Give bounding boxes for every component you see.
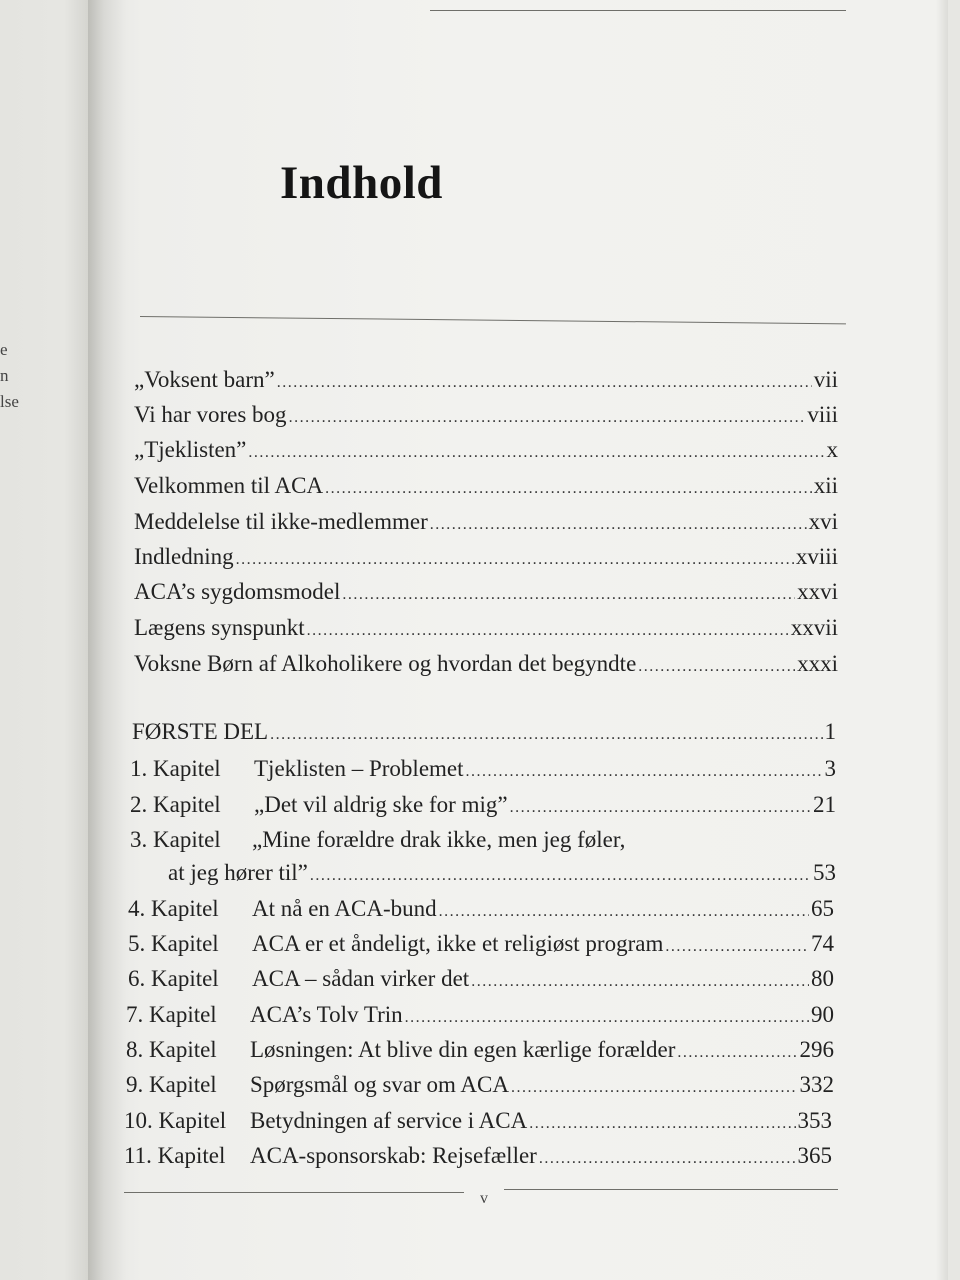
chapter-number: 3. Kapitel	[130, 827, 221, 852]
toc-chapter[interactable]	[130, 755, 836, 786]
toc-part-heading[interactable]	[132, 718, 836, 749]
chapter-title: Løsningen: At blive din egen kærlige forælder	[250, 1037, 676, 1062]
chapter-number: 2. Kapitel	[130, 792, 221, 817]
toc-chapter[interactable]	[126, 1071, 834, 1102]
toc-entry-page: x	[826, 437, 838, 462]
toc-chapter[interactable]	[128, 965, 834, 996]
facing-page-text-fragment: e	[0, 340, 8, 359]
chapter-number: 10. Kapitel	[124, 1108, 227, 1133]
facing-page	[0, 0, 92, 1280]
chapter-page: 90	[811, 1002, 834, 1027]
leader-dots	[270, 721, 822, 749]
toc-entry-label: Meddelelse til ikke-medlemmer	[134, 509, 428, 534]
chapter-page: 296	[799, 1037, 834, 1062]
chapter-number: 9. Kapitel	[126, 1072, 217, 1097]
toc-entry-page: xxvi	[797, 579, 838, 604]
toc-entry-label: Vi har vores bog	[134, 402, 287, 427]
toc-chapter[interactable]	[128, 895, 834, 926]
page-number: v	[480, 1190, 488, 1207]
leader-dots	[289, 404, 806, 432]
leader-dots	[248, 439, 824, 467]
leader-dots	[677, 1039, 797, 1067]
chapter-page: 21	[813, 792, 836, 817]
leader-dots	[529, 1110, 795, 1138]
toc-chapter[interactable]	[124, 1142, 832, 1173]
leader-dots	[310, 862, 811, 890]
leader-dots	[638, 653, 795, 681]
chapter-page: 332	[799, 1072, 834, 1097]
leader-dots	[665, 933, 809, 961]
toc-entry-label: „Tjeklisten”	[134, 437, 247, 462]
toc-entry-page: vii	[813, 367, 838, 392]
chapter-number: 1. Kapitel	[130, 756, 221, 781]
page-edge	[936, 0, 948, 1280]
facing-page-text-fragment: n	[0, 366, 9, 385]
toc-entry-label: Velkommen til ACA	[134, 473, 324, 498]
toc-entry-label: „Voksent barn”	[134, 367, 275, 392]
toc-entry-page: xxvii	[790, 615, 838, 640]
chapter-number: 7. Kapitel	[126, 1002, 217, 1027]
chapter-page: 65	[811, 896, 834, 921]
toc-entry-page: viii	[807, 402, 838, 427]
chapter-title-continuation: at jeg hører til”	[168, 860, 308, 885]
chapter-page: 365	[797, 1143, 832, 1168]
toc-entry-page: xxxi	[797, 651, 838, 676]
leader-dots	[325, 475, 812, 503]
leader-dots	[510, 794, 811, 822]
leader-dots	[471, 968, 809, 996]
top-rule	[430, 10, 846, 11]
leader-dots	[439, 898, 809, 926]
leader-dots	[405, 1004, 809, 1032]
chapter-number: 6. Kapitel	[128, 966, 219, 991]
toc-part-label: FØRSTE DEL	[132, 719, 269, 744]
toc-entry[interactable]	[134, 650, 838, 681]
toc-chapter[interactable]	[124, 1107, 832, 1138]
chapter-title: „Mine forældre drak ikke, men jeg føler,	[252, 827, 626, 852]
toc-part-page: 1	[824, 719, 836, 744]
leader-dots	[511, 1074, 798, 1102]
facing-page-text-fragment: lse	[0, 392, 19, 411]
chapter-page: 80	[811, 966, 834, 991]
toc-entry-label: ACA’s sygdomsmodel	[134, 579, 341, 604]
chapter-number: 8. Kapitel	[126, 1037, 217, 1062]
leader-dots	[466, 758, 823, 786]
toc-entry[interactable]	[134, 366, 838, 397]
toc-entry-label: Indledning	[134, 544, 234, 569]
toc-entry[interactable]	[134, 578, 838, 609]
chapter-page: 3	[824, 756, 836, 781]
toc-entry-page: xii	[813, 473, 838, 498]
toc-entry[interactable]	[134, 472, 838, 503]
toc-chapter-first-line[interactable]	[130, 826, 625, 854]
chapter-number: 4. Kapitel	[128, 896, 219, 921]
leader-dots	[430, 511, 807, 539]
chapter-page: 53	[813, 860, 836, 885]
leader-dots	[342, 581, 795, 609]
chapter-title: ACA-sponsorskab: Rejsefæller	[250, 1143, 537, 1168]
leader-dots	[236, 546, 794, 574]
chapter-page: 74	[811, 931, 834, 956]
toc-chapter[interactable]	[126, 1001, 834, 1032]
toc-chapter-continuation[interactable]	[168, 859, 836, 890]
toc-entry-label: Voksne Børn af Alkoholikere og hvordan det begyndte	[134, 651, 637, 676]
page-title: Indhold	[280, 157, 443, 209]
chapter-title: At nå en ACA-bund	[252, 896, 437, 921]
chapter-number: 11. Kapitel	[124, 1143, 226, 1168]
toc-chapter[interactable]	[130, 791, 836, 822]
chapter-title: „Det vil aldrig ske for mig”	[254, 792, 508, 817]
toc-entry[interactable]	[134, 614, 838, 645]
toc-entry[interactable]	[134, 543, 838, 574]
toc-chapter[interactable]	[126, 1036, 834, 1067]
toc-entry[interactable]	[134, 436, 838, 467]
chapter-title: ACA – sådan virker det	[252, 966, 470, 991]
leader-dots	[307, 617, 789, 645]
leader-dots	[539, 1145, 796, 1173]
chapter-title: ACA er et åndeligt, ikke et religiøst program	[252, 931, 664, 956]
toc-entry-page: xvi	[808, 509, 838, 534]
chapter-number: 5. Kapitel	[128, 931, 219, 956]
toc-entry-page: xviii	[795, 544, 838, 569]
toc-entry[interactable]	[134, 401, 838, 432]
leader-dots	[277, 369, 812, 397]
toc-chapter[interactable]	[128, 930, 834, 961]
toc-entry-label: Lægens synspunkt	[134, 615, 305, 640]
toc-entry[interactable]	[134, 508, 838, 539]
footer-rule-right	[504, 1189, 838, 1190]
chapter-page: 353	[797, 1108, 832, 1133]
chapter-title: Spørgsmål og svar om ACA	[250, 1072, 509, 1097]
chapter-title: Betydningen af service i ACA	[250, 1108, 528, 1133]
footer-rule-left	[124, 1192, 464, 1193]
chapter-title: Tjeklisten – Problemet	[254, 756, 464, 781]
chapter-title: ACA’s Tolv Trin	[250, 1002, 403, 1027]
